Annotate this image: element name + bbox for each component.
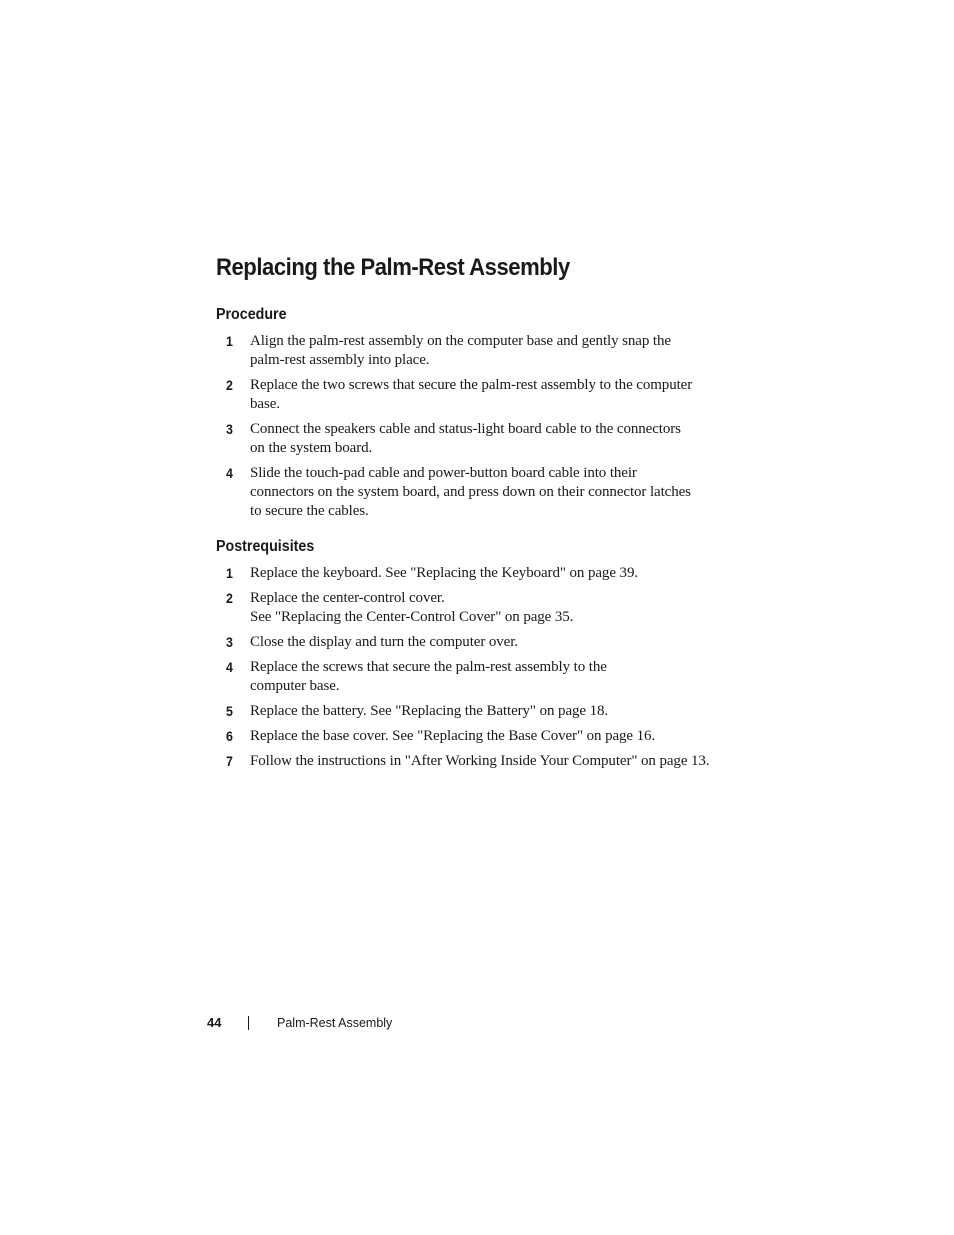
step-text: Close the display and turn the computer over. (250, 634, 518, 650)
step-text: Replace the two screws that secure the palm-rest assembly to the computer base. (250, 377, 693, 412)
step-number: 3 (226, 635, 233, 650)
step-number: 6 (226, 729, 233, 744)
step-number: 2 (226, 378, 233, 393)
step-number: 1 (226, 566, 233, 581)
step-number: 5 (226, 704, 233, 719)
postrequisite-step (226, 633, 726, 652)
step-number: 2 (226, 591, 233, 606)
footer-divider (248, 1016, 249, 1030)
page-title: Replacing the Palm-Rest Assembly (216, 254, 570, 281)
step-text: Connect the speakers cable and status-light board cable to the connectors on the system board. (250, 421, 681, 456)
postrequisite-step (226, 564, 726, 583)
procedure-step (226, 376, 726, 414)
postrequisite-step (226, 658, 726, 696)
procedure-step (226, 464, 726, 521)
step-text: Align the palm-rest assembly on the computer base and gently snap the palm-rest assembly into place. (250, 333, 671, 368)
footer-section-title: Palm-Rest Assembly (277, 1015, 393, 1030)
step-number: 4 (226, 660, 233, 675)
step-text: Slide the touch-pad cable and power-button board cable into their connectors on the system board, and press down on their connector latches to secure the cables. (250, 465, 691, 519)
procedure-heading: Procedure (216, 306, 287, 323)
postrequisite-step (226, 589, 726, 627)
step-text: Replace the battery. See "Replacing the Battery" on page 18. (250, 703, 609, 719)
page-number: 44 (207, 1015, 222, 1030)
step-number: 7 (226, 754, 233, 769)
step-text: Replace the screws that secure the palm-rest assembly to the computer base. (250, 659, 607, 694)
page-footer (207, 1015, 392, 1030)
postrequisites-steps-list (226, 564, 726, 777)
step-text: Replace the center-control cover. See "Replacing the Center-Control Cover" on page 35. (250, 590, 574, 625)
step-text: Replace the keyboard. See "Replacing the Keyboard" on page 39. (250, 565, 638, 581)
procedure-steps-list (226, 332, 726, 527)
step-number: 3 (226, 422, 233, 437)
procedure-step (226, 420, 726, 458)
postrequisite-step (226, 752, 726, 771)
postrequisite-step (226, 727, 726, 746)
procedure-step (226, 332, 726, 370)
step-number: 4 (226, 466, 233, 481)
step-text: Replace the base cover. See "Replacing the Base Cover" on page 16. (250, 728, 656, 744)
step-number: 1 (226, 334, 233, 349)
step-text: Follow the instructions in "After Working Inside Your Computer" on page 13. (250, 753, 710, 769)
postrequisites-heading: Postrequisites (216, 538, 315, 555)
postrequisite-step (226, 702, 726, 721)
